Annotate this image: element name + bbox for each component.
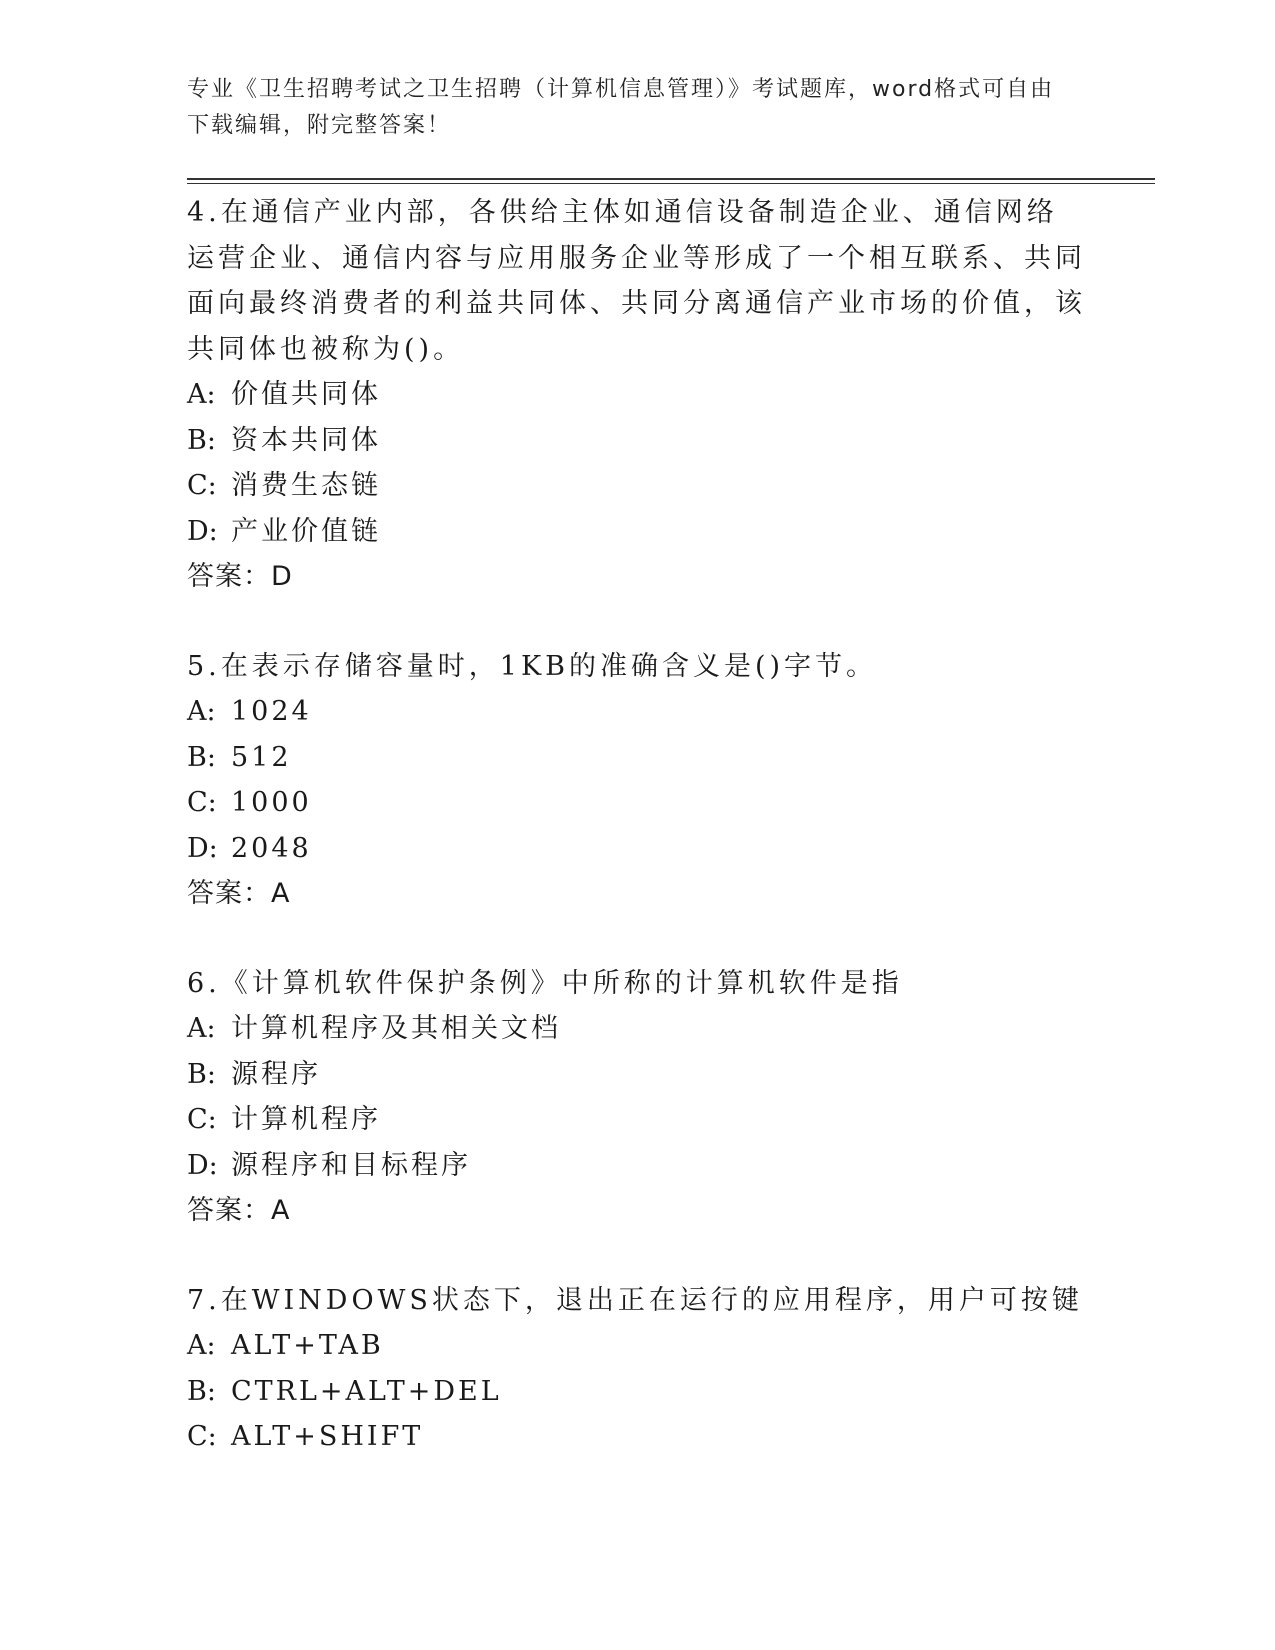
question-5 bbox=[187, 644, 1087, 917]
option-c bbox=[187, 463, 1087, 509]
question-stem: 4.在通信产业内部，各供给主体如通信设备制造企业、通信网络运营企业、通信内容与应用服务企业等形成了一个相互联系、共同面向最终消费者的利益共同体、共同分离通信产业市场的价值，该共同体也被称为()。 bbox=[187, 197, 1086, 365]
question-stem: 5.在表示存储容量时，1KB的准确含义是()字节。 bbox=[187, 650, 878, 682]
option-d bbox=[187, 509, 1087, 555]
option-letter: B: bbox=[187, 1375, 216, 1407]
option-text: ALT+SHIFT bbox=[231, 1421, 424, 1452]
option-text: 计算机程序及其相关文档 bbox=[231, 1013, 561, 1044]
option-text: 2048 bbox=[231, 832, 312, 864]
header-divider bbox=[187, 178, 1155, 184]
question-4 bbox=[187, 190, 1087, 600]
question-list bbox=[187, 190, 1087, 1504]
question-stem: 6.《计算机软件保护条例》中所称的计算机软件是指 bbox=[187, 967, 903, 999]
option-b bbox=[187, 418, 1087, 464]
option-text: 产业价值链 bbox=[231, 515, 381, 547]
option-letter: A: bbox=[187, 696, 216, 727]
option-c bbox=[187, 780, 1087, 826]
option-letter: A: bbox=[187, 1330, 216, 1361]
option-d bbox=[187, 826, 1087, 872]
option-letter: C: bbox=[187, 787, 217, 818]
option-text: 1024 bbox=[231, 696, 312, 727]
option-a bbox=[187, 1323, 1087, 1369]
option-b bbox=[187, 1052, 1087, 1098]
option-text: 源程序和目标程序 bbox=[231, 1149, 471, 1181]
option-c bbox=[187, 1414, 1087, 1460]
option-text: 资本共同体 bbox=[231, 424, 381, 456]
option-letter: A: bbox=[187, 1013, 216, 1044]
option-letter: D: bbox=[187, 1149, 218, 1181]
option-c bbox=[187, 1097, 1087, 1143]
option-text: 价值共同体 bbox=[231, 379, 381, 410]
answer-line: 答案：A bbox=[187, 1195, 291, 1226]
option-b bbox=[187, 1369, 1087, 1415]
option-letter: C: bbox=[187, 1104, 217, 1135]
option-text: CTRL+ALT+DEL bbox=[231, 1375, 502, 1407]
option-letter: B: bbox=[187, 424, 216, 456]
option-text: ALT+TAB bbox=[231, 1330, 384, 1361]
option-d bbox=[187, 1143, 1087, 1189]
option-letter: D: bbox=[187, 515, 218, 547]
document-header: 专业《卫生招聘考试之卫生招聘（计算机信息管理）》考试题库，word格式可自由下载编辑，附完整答案！ bbox=[187, 77, 1055, 138]
option-text: 计算机程序 bbox=[231, 1104, 381, 1135]
option-letter: D: bbox=[187, 832, 218, 864]
option-text: 源程序 bbox=[231, 1058, 321, 1090]
answer-line: 答案：A bbox=[187, 878, 291, 909]
option-letter: B: bbox=[187, 741, 216, 773]
question-stem: 7.在WINDOWS状态下，退出正在运行的应用程序，用户可按键 bbox=[187, 1284, 1083, 1316]
option-text: 512 bbox=[231, 741, 292, 773]
question-7 bbox=[187, 1278, 1087, 1460]
option-a bbox=[187, 372, 1087, 418]
option-letter: C: bbox=[187, 470, 217, 501]
option-letter: A: bbox=[187, 379, 216, 410]
question-6 bbox=[187, 961, 1087, 1234]
option-text: 1000 bbox=[231, 787, 312, 818]
option-text: 消费生态链 bbox=[231, 470, 381, 501]
answer-line: 答案：D bbox=[187, 561, 293, 592]
option-a bbox=[187, 689, 1087, 735]
option-letter: B: bbox=[187, 1058, 216, 1090]
option-letter: C: bbox=[187, 1421, 217, 1452]
option-b bbox=[187, 735, 1087, 781]
option-a bbox=[187, 1006, 1087, 1052]
